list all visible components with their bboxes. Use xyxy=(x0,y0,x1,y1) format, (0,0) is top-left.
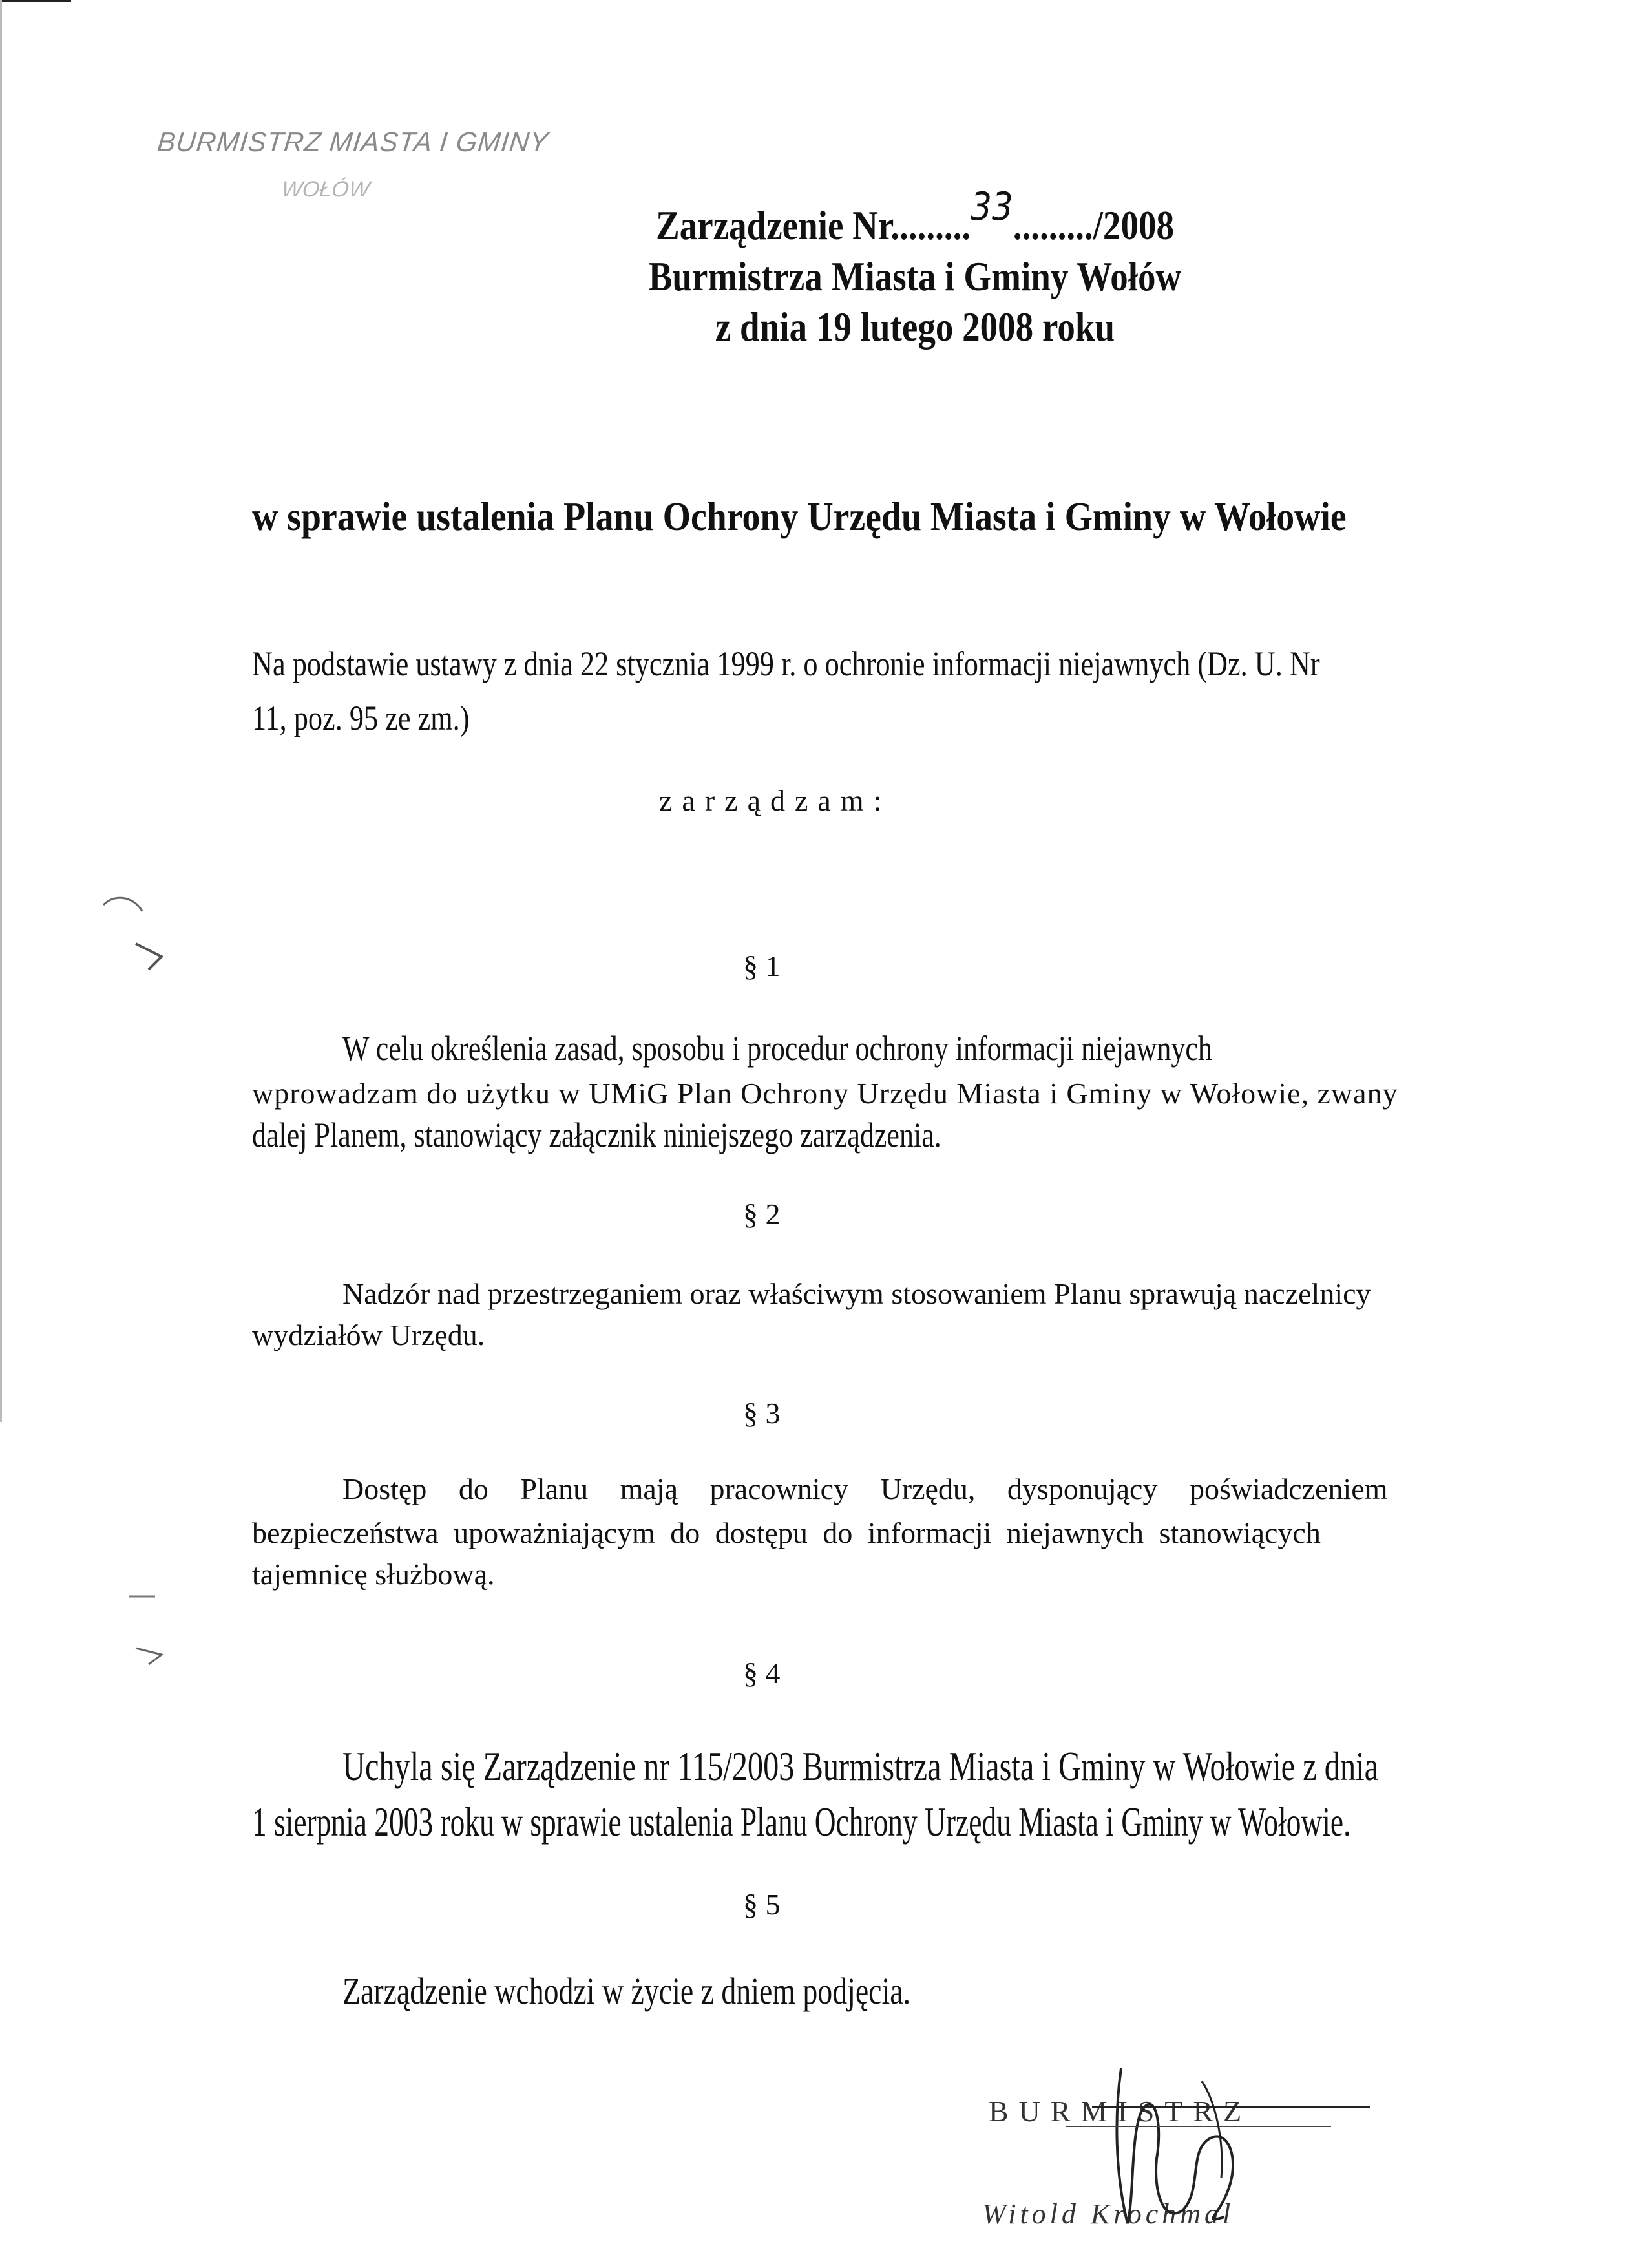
legal-basis xyxy=(252,637,1571,745)
paragraph-3-line-2: bezpieczeństwa upoważniającym do dostępu do informacji niejawnych stanowiących xyxy=(252,1516,1321,1549)
paragraph-1-line-3: dalej Planem, stanowiący załącznik niniejszego zarządzenia. xyxy=(252,1116,941,1154)
title-prefix: Zarządzenie Nr xyxy=(655,202,891,248)
date-line: z dnia 19 lutego 2008 roku xyxy=(715,304,1115,350)
paragraph-2 xyxy=(342,1273,1506,1315)
title-dots-right: ........./2008 xyxy=(1013,202,1175,248)
paragraph-4-number: § 4 xyxy=(743,1657,781,1690)
paragraph-1-line-2: wprowadzam do użytku w UMiG Plan Ochrony Urzędu Miasta i Gminy w Wołowie, zwany xyxy=(252,1077,1398,1110)
paragraph-2-line-2: wydziałów Urzędu. xyxy=(252,1319,485,1351)
paragraph-3-number: § 3 xyxy=(743,1397,781,1430)
paragraph-4-line-2: 1 sierpnia 2003 roku w sprawie ustalenia Planu Ochrony Urzędu Miasta i Gminy w Wołowie. xyxy=(252,1799,1351,1845)
paragraph-2-number: § 2 xyxy=(743,1198,781,1231)
stamp-office-name: BURMISTRZ MIASTA I GMINY xyxy=(156,127,551,157)
legal-basis-line-2: 11, poz. 95 ze zm.) xyxy=(252,699,470,737)
paragraph-5-line-1: Zarządzenie wchodzi w życie z dniem podjęcia. xyxy=(342,1970,911,2012)
paragraph-4-line-1: Uchyla się Zarządzenie nr 115/2003 Burmistrza Miasta i Gminy w Wołowie z dnia xyxy=(342,1743,1379,1789)
paragraph-1-continuation xyxy=(252,1073,1480,1156)
signature-title: BURMISTRZ xyxy=(989,2095,1252,2128)
paragraph-4 xyxy=(342,1739,1506,1794)
paragraph-3-line-3: tajemnicę służbową. xyxy=(252,1558,495,1591)
decree-word: zarządzam: xyxy=(659,784,892,817)
office-stamp xyxy=(151,127,550,202)
margin-scribble xyxy=(97,885,181,982)
margin-scribble-lower xyxy=(116,1584,181,1668)
document-subject: w sprawie ustalenia Planu Ochrony Urzędu Miasta i Gminy w Wołowie xyxy=(252,495,1347,539)
paragraph-1 xyxy=(342,1028,1480,1069)
scan-edge-mark xyxy=(0,0,71,2)
handwritten-number: 33 xyxy=(971,184,1013,229)
signature-name: Witold Krochmal xyxy=(982,2198,1235,2230)
signature-block xyxy=(969,2062,1389,2249)
paragraph-2-continuation xyxy=(252,1315,1480,1356)
paragraph-5-number: § 5 xyxy=(743,1888,781,1921)
paragraph-1-line-1: W celu określenia zasad, sposobu i procedur ochrony informacji niejawnych xyxy=(342,1029,1212,1068)
paragraph-3-continuation xyxy=(252,1512,1480,1595)
title-dots-left: ......... xyxy=(890,202,971,248)
stamp-town: WOŁÓW xyxy=(280,177,371,202)
paragraph-5 xyxy=(342,1964,1506,2019)
paragraph-3-line-1: Dostęp do Planu mają pracownicy Urzędu, dysponujący poświadczeniem xyxy=(342,1472,1388,1505)
paragraph-4-continuation xyxy=(252,1794,1480,1850)
document-header xyxy=(0,184,1649,352)
paragraph-1-number: § 1 xyxy=(743,949,781,982)
paragraph-3 xyxy=(342,1468,1480,1510)
legal-basis-line-1: Na podstawie ustawy z dnia 22 stycznia 1999 r. o ochronie informacji niejawnych (Dz. U. Nr xyxy=(252,644,1320,683)
paragraph-2-line-1: Nadzór nad przestrzeganiem oraz właściwym stosowaniem Planu sprawują naczelnicy xyxy=(342,1277,1371,1310)
issuer-line: Burmistrza Miasta i Gminy Wołów xyxy=(648,253,1182,299)
handwritten-signature xyxy=(969,2062,1389,2249)
